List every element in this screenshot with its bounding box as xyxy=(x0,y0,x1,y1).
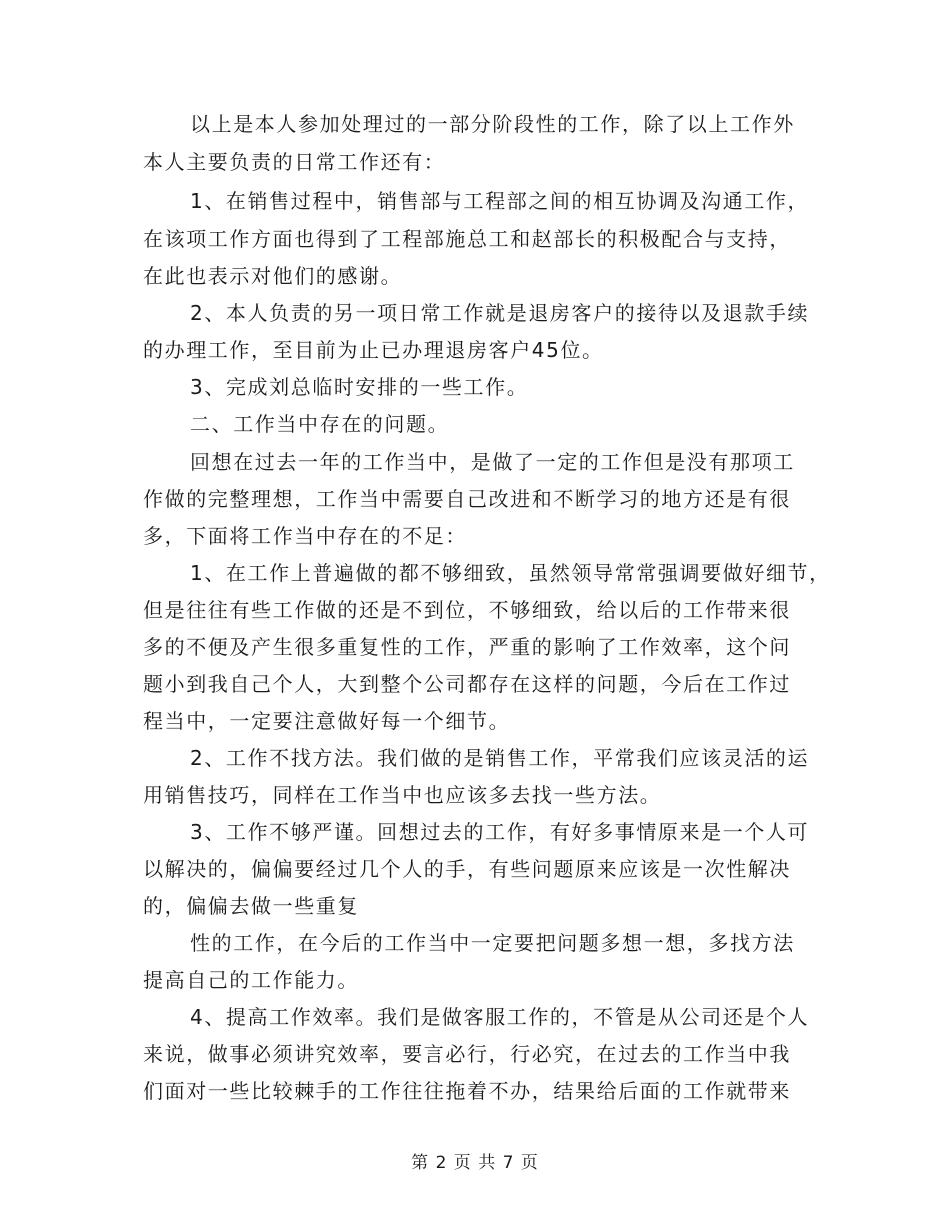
text-line: 用销售技巧，同样在工作当中也应该多去找一些方法。 xyxy=(143,783,662,807)
text-line: 3、完成刘总临时安排的一些工作。 xyxy=(190,375,529,399)
text-line: 1、在销售过程中，销售部与工程部之间的相互协调及沟通工作， xyxy=(190,189,810,213)
text-line: 题小到我自己个人，大到整个公司都存在这样的问题，今后在工作过 xyxy=(143,672,791,696)
text-line: 4、提高工作效率。我们是做客服工作的，不管是从公司还是个人 xyxy=(190,1005,810,1029)
text-line: 以解决的，偏偏要经过几个人的手，有些问题原来应该是一次性解决 xyxy=(143,857,791,881)
text-line: 程当中，一定要注意做好每一个细节。 xyxy=(143,709,511,733)
text-line: 3、工作不够严谨。回想过去的工作，有好多事情原来是一个人可 xyxy=(190,820,810,844)
text-line: 1、在工作上普遍做的都不够细致，虽然领导常常强调要做好细节， xyxy=(190,561,831,585)
text-line: 2、工作不找方法。我们做的是销售工作，平常我们应该灵活的运 xyxy=(190,746,810,770)
text-line: 性的工作，在今后的工作当中一定要把问题多想一想，多找方法 xyxy=(190,931,795,955)
text-line: 但是往往有些工作做的还是不到位，不够细致，给以后的工作带来很 xyxy=(143,598,791,622)
text-line: 2、本人负责的另一项日常工作就是退房客户的接待以及退款手续 xyxy=(190,301,810,325)
text-line: 在该项工作方面也得到了工程部施总工和赵部长的积极配合与支持， xyxy=(143,227,791,251)
text-line: 回想在过去一年的工作当中，是做了一定的工作但是没有那项工 xyxy=(190,450,795,474)
text-line: 的办理工作，至目前为止已办理退房客户45位。 xyxy=(143,338,604,362)
text-line: 多的不便及产生很多重复性的工作，严重的影响了工作效率，这个问 xyxy=(143,635,791,659)
text-line: 以上是本人参加处理过的一部分阶段性的工作，除了以上工作外 xyxy=(190,112,795,136)
text-line: 在此也表示对他们的感谢。 xyxy=(143,264,403,288)
page-number-footer: 第 2 页 共 7 页 xyxy=(411,1153,539,1173)
text-line: 们面对一些比较棘手的工作往往拖着不办，结果给后面的工作就带来 xyxy=(143,1079,791,1103)
text-line: 的，偏偏去做一些重复 xyxy=(143,894,359,918)
text-line: 本人主要负责的日常工作还有： xyxy=(143,150,446,174)
text-line: 二、工作当中存在的问题。 xyxy=(190,412,450,436)
text-line: 多，下面将工作当中存在的不足： xyxy=(143,524,467,548)
text-line: 提高自己的工作能力。 xyxy=(143,968,359,992)
text-line: 来说，做事必须讲究效率，要言必行，行必究，在过去的工作当中我 xyxy=(143,1042,791,1066)
text-line: 作做的完整理想，工作当中需要自己改进和不断学习的地方还是有很 xyxy=(143,487,791,511)
